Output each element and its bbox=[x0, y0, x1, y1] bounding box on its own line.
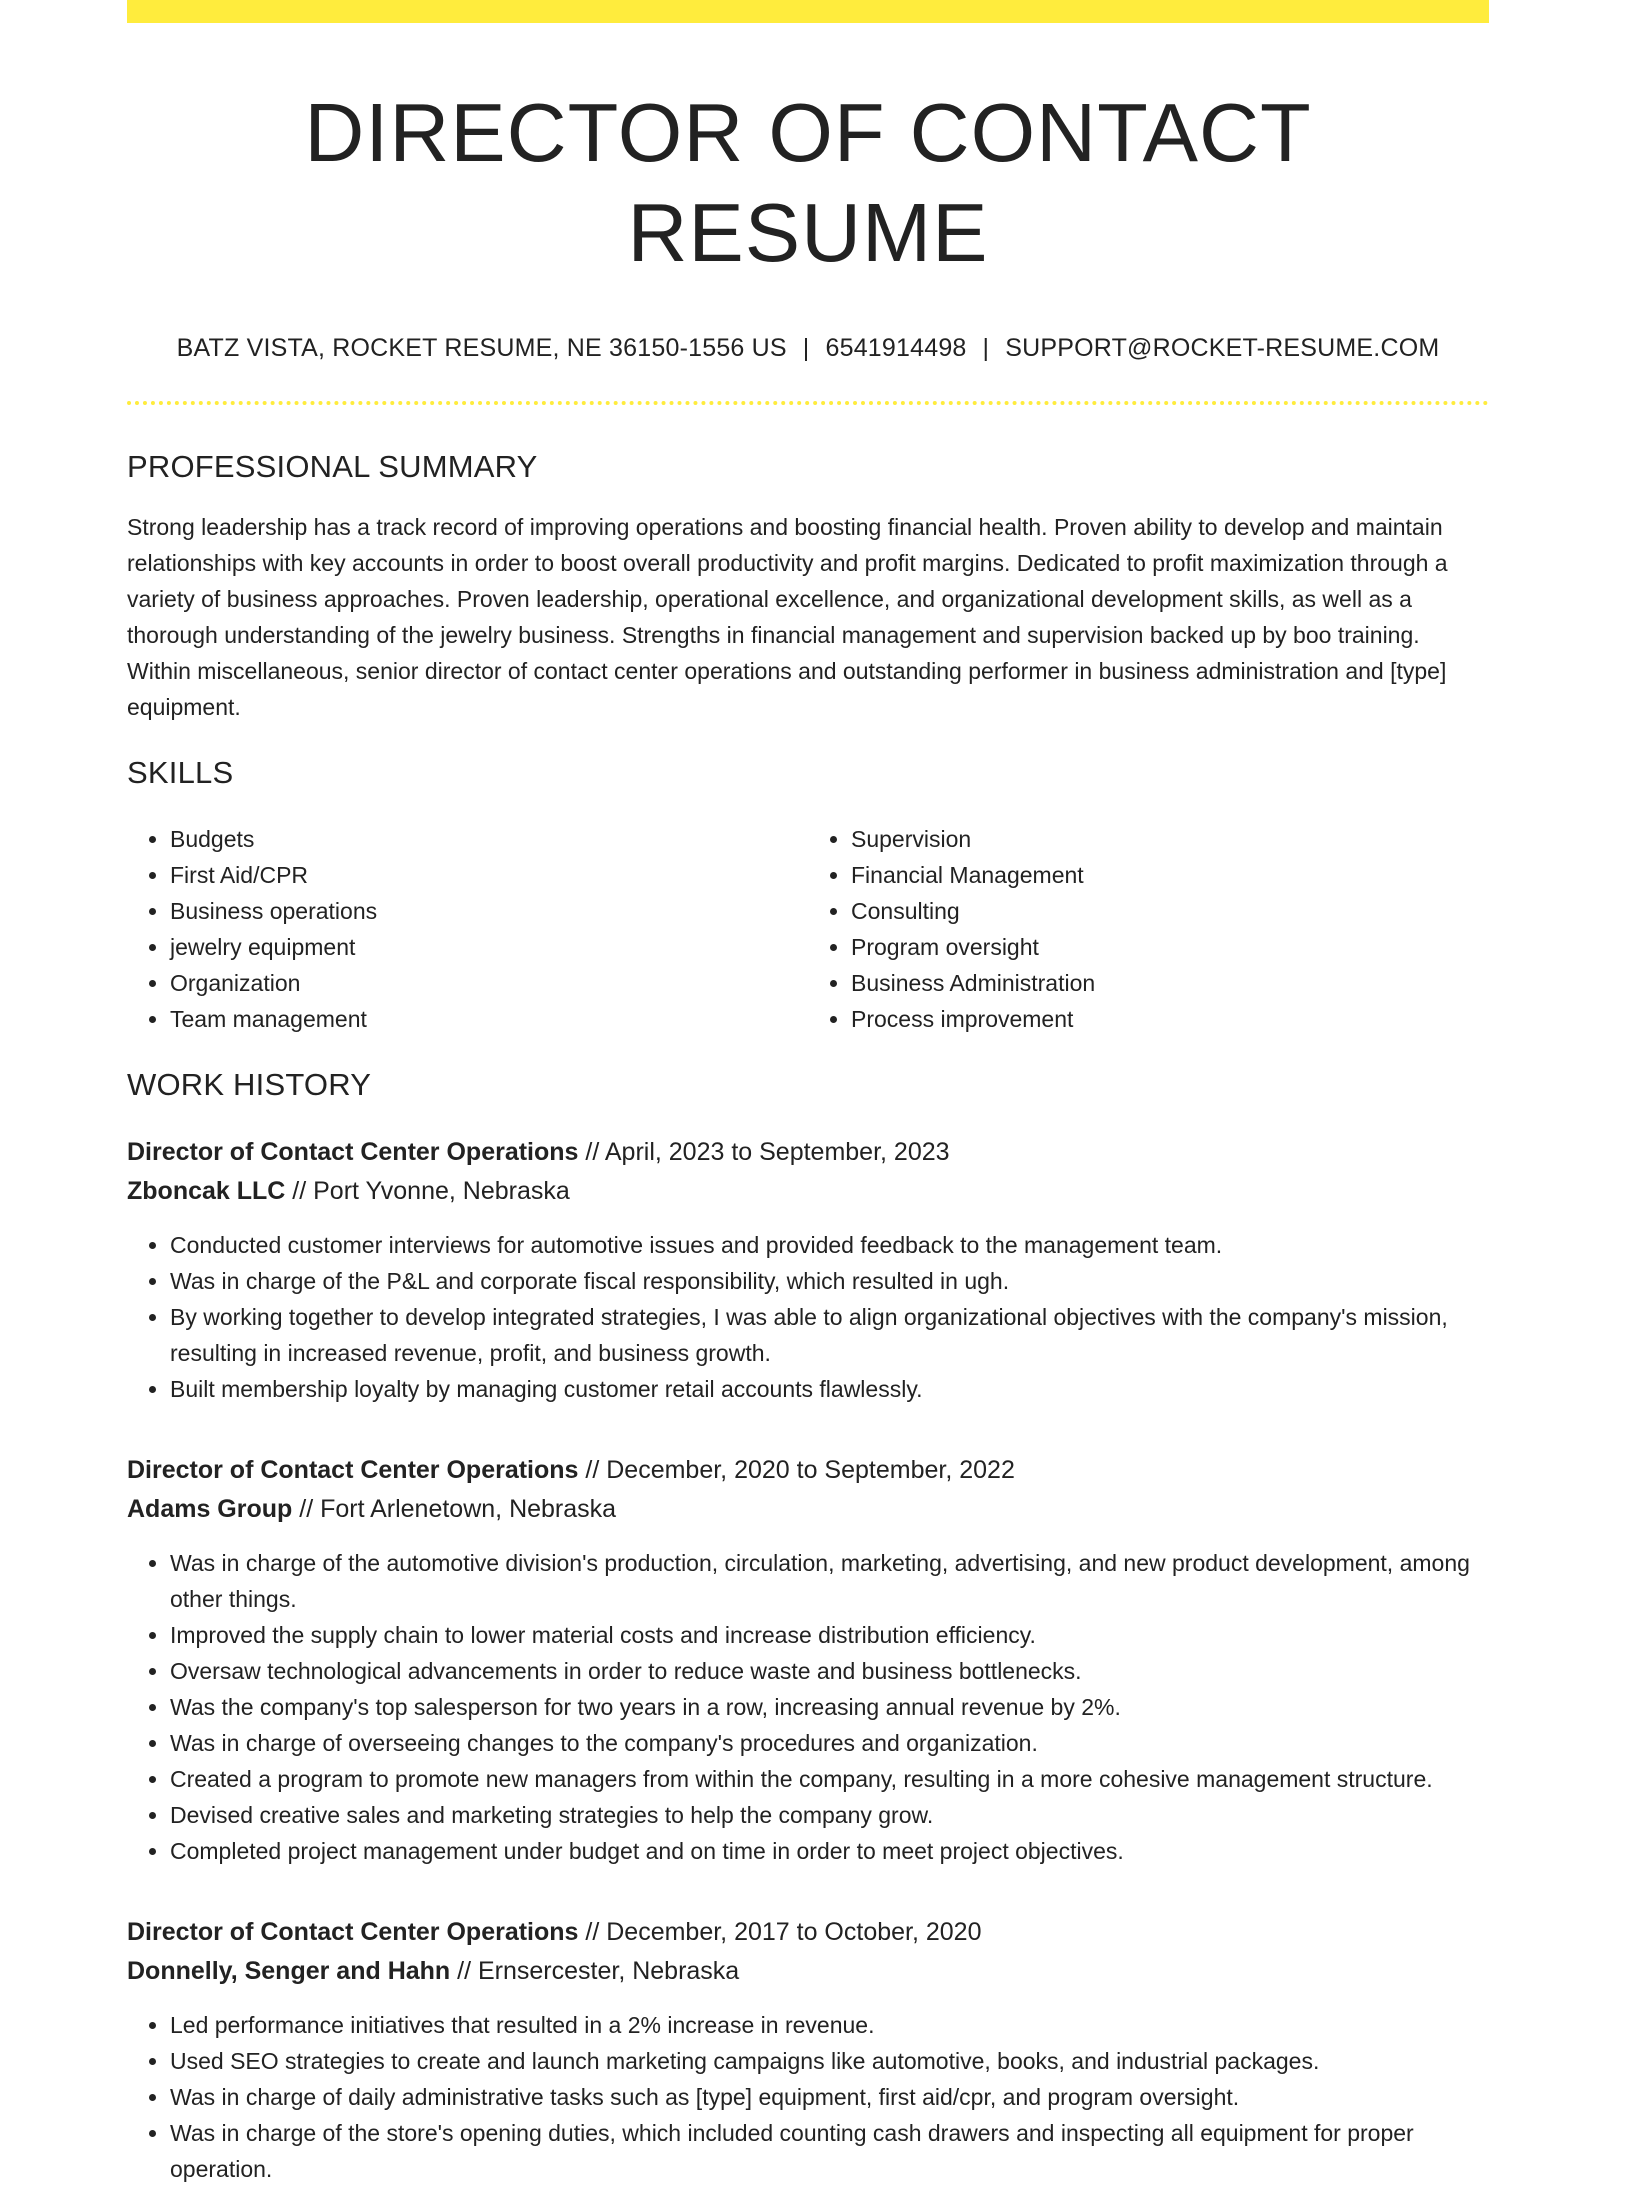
skill-item: • Consulting bbox=[851, 893, 1489, 929]
skills-list bbox=[127, 821, 1489, 1037]
job-title-line bbox=[127, 1133, 1489, 1172]
dotted-divider bbox=[127, 401, 1489, 405]
job-entry bbox=[127, 1913, 1489, 2187]
job-bullet: • Was in charge of overseeing changes to the company's procedures and organization. bbox=[170, 1725, 1489, 1761]
job-bullet: • Conducted customer interviews for automotive issues and provided feedback to the management team. bbox=[170, 1227, 1489, 1263]
job-bullet: • Completed project management under budget and on time in order to meet project objectives. bbox=[170, 1833, 1489, 1869]
skill-item: • Budgets bbox=[170, 821, 808, 857]
job-bullet: • Was in charge of the P&L and corporate fiscal responsibility, which resulted in ugh. bbox=[170, 1263, 1489, 1299]
contact-phone: 6541914498 bbox=[825, 334, 967, 363]
job-dates: // April, 2023 to September, 2023 bbox=[585, 1138, 950, 1167]
job-entry bbox=[127, 1133, 1489, 1407]
accent-bar bbox=[127, 0, 1489, 23]
contact-line bbox=[127, 334, 1489, 363]
job-dates: // December, 2020 to September, 2022 bbox=[585, 1456, 1015, 1485]
job-bullet: • Improved the supply chain to lower material costs and increase distribution efficiency. bbox=[170, 1617, 1489, 1653]
job-company: Adams Group bbox=[127, 1495, 293, 1524]
skill-item: • First Aid/CPR bbox=[170, 857, 808, 893]
contact-separator: | bbox=[802, 334, 810, 363]
skills-column-right bbox=[808, 821, 1489, 1037]
job-location: // Port Yvonne, Nebraska bbox=[292, 1177, 570, 1206]
job-bullet: • Was in charge of the store's opening duties, which included counting cash drawers and inspecting all equipment for proper operation. bbox=[170, 2115, 1489, 2187]
job-entry bbox=[127, 1451, 1489, 1869]
summary-text: Strong leadership has a track record of improving operations and boosting financial health. Proven ability to develop and maintain relationships with key accounts in order to boost overall productivity and profit margins. Dedicated to profit maximization through a variety of business approaches. Proven leadership, operational excellence, and organizational development skills, as well as a thorough understanding of the jewelry business. Strengths in financial management and supervision backed up by boo training. Within miscellaneous, senior director of contact center operations and outstanding performer in business administration and [type] equipment. bbox=[127, 514, 1448, 721]
job-title-line bbox=[127, 1451, 1489, 1490]
job-bullet: • By working together to develop integrated strategies, I was able to align organizational objectives with the company's mission, resulting in increased revenue, profit, and business growth. bbox=[170, 1299, 1489, 1371]
job-bullet: • Devised creative sales and marketing strategies to help the company grow. bbox=[170, 1797, 1489, 1833]
skill-item: • Financial Management bbox=[851, 857, 1489, 893]
job-bullets bbox=[127, 1545, 1489, 1869]
job-company-line bbox=[127, 1490, 1489, 1529]
job-bullet: • Oversaw technological advancements in order to reduce waste and business bottlenecks. bbox=[170, 1653, 1489, 1689]
job-bullet: • Used SEO strategies to create and launch marketing campaigns like automotive, books, and industrial packages. bbox=[170, 2043, 1489, 2079]
job-bullet: • Was in charge of the automotive division's production, circulation, marketing, advertising, and new product development, among other things. bbox=[170, 1545, 1489, 1617]
job-company: Donnelly, Senger and Hahn bbox=[127, 1957, 451, 1986]
resume-page bbox=[127, 0, 1489, 2187]
job-company: Zboncak LLC bbox=[127, 1177, 286, 1206]
job-bullet: • Was in charge of daily administrative tasks such as [type] equipment, first aid/cpr, and program oversight. bbox=[170, 2079, 1489, 2115]
skill-item: • Team management bbox=[170, 1001, 808, 1037]
summary-heading: PROFESSIONAL SUMMARY bbox=[127, 449, 538, 485]
skill-item: • Program oversight bbox=[851, 929, 1489, 965]
contact-address: BATZ VISTA, ROCKET RESUME, NE 36150-1556 US bbox=[176, 334, 787, 363]
job-bullet: • Was the company's top salesperson for two years in a row, increasing annual revenue by 2%. bbox=[170, 1689, 1489, 1725]
job-title: Director of Contact Center Operations bbox=[127, 1138, 579, 1167]
skill-item: • Process improvement bbox=[851, 1001, 1489, 1037]
job-bullet: • Built membership loyalty by managing customer retail accounts flawlessly. bbox=[170, 1371, 1489, 1407]
job-location: // Fort Arlenetown, Nebraska bbox=[299, 1495, 617, 1524]
job-bullet: • Led performance initiatives that resulted in a 2% increase in revenue. bbox=[170, 2007, 1489, 2043]
work-history-heading: WORK HISTORY bbox=[127, 1067, 372, 1103]
job-title-line bbox=[127, 1913, 1489, 1952]
skill-item: • Business Administration bbox=[851, 965, 1489, 1001]
job-bullet: • Created a program to promote new managers from within the company, resulting in a more cohesive management structure. bbox=[170, 1761, 1489, 1797]
job-dates: // December, 2017 to October, 2020 bbox=[585, 1918, 982, 1947]
skill-item: • jewelry equipment bbox=[170, 929, 808, 965]
skill-item: • Supervision bbox=[851, 821, 1489, 857]
job-location: // Ernsercester, Nebraska bbox=[457, 1957, 740, 1986]
contact-separator: | bbox=[982, 334, 990, 363]
skills-heading: SKILLS bbox=[127, 755, 234, 791]
skill-item: • Organization bbox=[170, 965, 808, 1001]
skills-column-left bbox=[127, 821, 808, 1037]
job-title: Director of Contact Center Operations bbox=[127, 1456, 579, 1485]
job-bullets bbox=[127, 2007, 1489, 2187]
job-bullets bbox=[127, 1227, 1489, 1407]
skill-item: • Business operations bbox=[170, 893, 808, 929]
job-company-line bbox=[127, 1172, 1489, 1211]
job-company-line bbox=[127, 1952, 1489, 1991]
contact-email: SUPPORT@ROCKET-RESUME.COM bbox=[1005, 334, 1440, 363]
job-title: Director of Contact Center Operations bbox=[127, 1918, 579, 1947]
resume-name: DIRECTOR OF CONTACT RESUME bbox=[304, 86, 1312, 279]
